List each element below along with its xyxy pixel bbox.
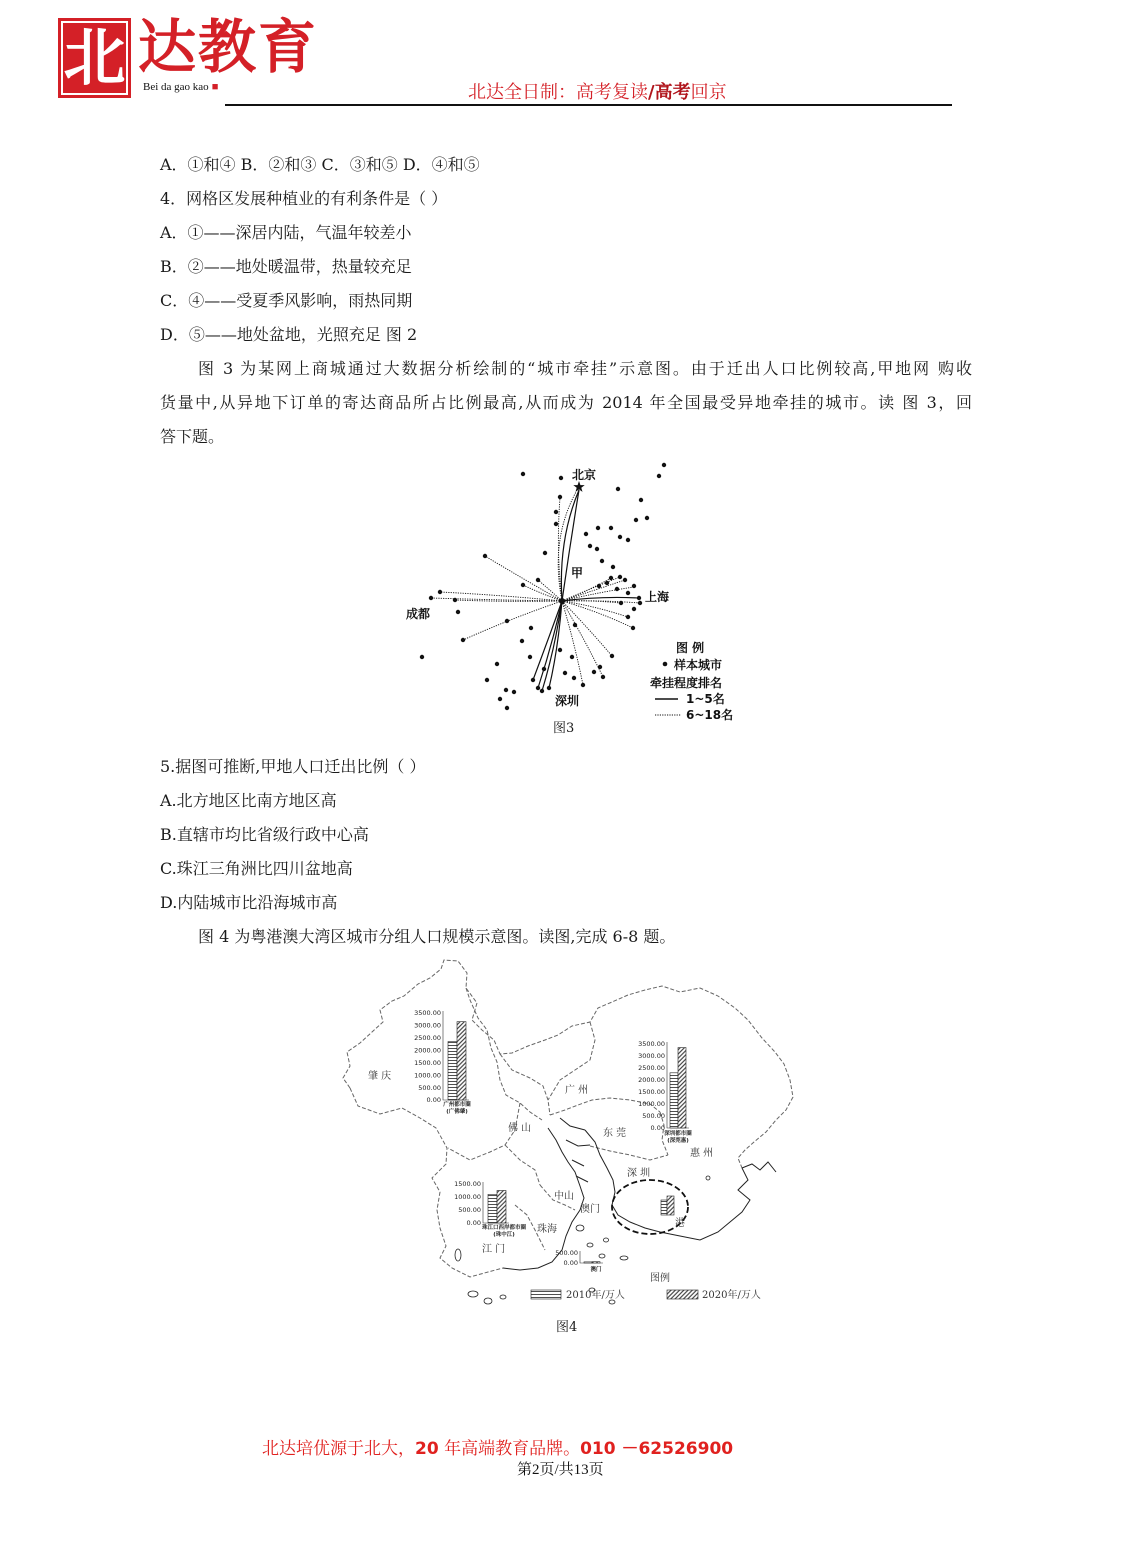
label-shanghai: 上海 — [645, 590, 670, 604]
coastline — [503, 1118, 776, 1270]
logo-square-icon: ■ — [211, 81, 219, 93]
q5-option-c: C.珠江三角洲比四川盆地高 — [160, 859, 353, 878]
tick-label: 3500.00 — [414, 1009, 441, 1018]
concern-line-rank-6-18 — [562, 601, 633, 628]
map-label-dongguan: 东 莞 — [603, 1128, 627, 1139]
legend-2020-label: 2020年/万人 — [702, 1290, 761, 1301]
sample-city-dot — [632, 607, 636, 611]
bar-chart — [555, 1249, 603, 1273]
chart-label: 广州都市圈 — [443, 1102, 471, 1108]
sample-city-dot — [645, 516, 649, 520]
jia-hub-dot — [559, 598, 565, 604]
boundary-zhongshan-jiangmen — [505, 1145, 540, 1185]
sample-city-dot — [615, 587, 619, 591]
bar-2010 — [488, 1194, 497, 1223]
tick-label: 0.00 — [466, 1219, 481, 1228]
q4-option-a: A．①——深居内陆，气温年较差小 — [160, 223, 412, 242]
tick-label: 500.00 — [555, 1249, 578, 1258]
figure-4-bay-area-map — [340, 955, 800, 1315]
footer-slogan — [262, 1438, 733, 1460]
concern-lines — [431, 490, 640, 691]
sample-city-dot — [540, 689, 544, 693]
tick-label: 1500.00 — [414, 1058, 441, 1067]
sample-city-dot — [572, 676, 576, 680]
outer-boundary-north — [343, 960, 793, 1168]
concern-line-rank-1-5 — [562, 490, 579, 601]
concern-line-rank-6-18 — [562, 601, 612, 656]
sample-city-dot — [581, 683, 585, 687]
q5-option-a: A.北方地区比南方地区高 — [160, 791, 337, 810]
tick-label: 1500.00 — [638, 1088, 665, 1097]
chart-label: (珠中江) — [493, 1232, 515, 1238]
legend-title: 图例 — [650, 1273, 670, 1284]
concern-line-rank-1-5 — [562, 597, 639, 601]
island — [455, 1249, 461, 1261]
hong-kong-bars — [661, 1196, 674, 1215]
sample-city-dot — [609, 576, 613, 580]
island — [587, 1243, 593, 1247]
sample-city-dot — [438, 590, 442, 594]
island — [500, 1295, 506, 1299]
sample-city-dot — [596, 526, 600, 530]
tick-label: 3000.00 — [638, 1052, 665, 1061]
sample-city-dot — [536, 578, 540, 582]
figure-3-city-concern-map — [400, 455, 745, 722]
map-label-zhaoqing: 肇 庆 — [368, 1071, 392, 1082]
bar-chart — [414, 1009, 471, 1115]
legend-dot-icon — [663, 662, 668, 667]
label-shenzhen: 深圳 — [555, 694, 580, 708]
q4-option-c: C．④——受夏季风影响，雨热同期 — [160, 291, 413, 310]
sample-city-dot — [498, 697, 502, 701]
island — [484, 1298, 492, 1304]
figure-3-legend — [650, 640, 733, 722]
sample-city-dot — [626, 615, 630, 619]
chart-label: 澳门 — [590, 1267, 602, 1273]
map-label-shenzhen: 深 圳 — [627, 1168, 651, 1179]
sample-city-dot — [461, 638, 465, 642]
legend-title: 图 例 — [676, 641, 705, 655]
sample-city-dot — [631, 626, 635, 630]
chart-label: 深圳都市圈 — [664, 1131, 692, 1137]
east-coast — [742, 1162, 776, 1172]
legend-2020-swatch — [667, 1290, 698, 1299]
sample-city-dot — [588, 544, 592, 548]
sample-city-dot — [662, 463, 666, 467]
sample-city-dot — [453, 598, 457, 602]
sample-city-dot — [504, 688, 508, 692]
island — [576, 1225, 584, 1231]
bar-2020 — [592, 1262, 600, 1263]
label-beijing: 北京 — [572, 468, 597, 482]
sample-city-dot — [570, 655, 574, 659]
bar-2020 — [457, 1022, 466, 1100]
sample-city-dot — [554, 510, 558, 514]
intro4: 图 4 为粤港澳大湾区城市分组人口规模示意图。读图,完成 6-8 题。 — [198, 927, 676, 946]
logo-pinyin-text: Bei da gao kao — [143, 81, 209, 93]
sample-city-dot — [528, 655, 532, 659]
intro3-line-2: 货量中,从异地下订单的寄达商品所占比例最高,从而成为 2014 年全国最受异地牵挂的城市。读 图 3，回 — [160, 393, 972, 412]
tick-label: 3500.00 — [638, 1040, 665, 1049]
sample-city-dot — [610, 654, 614, 658]
sample-city-dot — [420, 655, 424, 659]
tick-label: 1000.00 — [454, 1193, 481, 1202]
figure-4-caption: 图4 — [556, 1320, 578, 1335]
bar-chart — [638, 1040, 692, 1144]
sample-city-dot — [611, 565, 615, 569]
sample-city-dot — [637, 596, 641, 600]
estuary-east-shore — [585, 1130, 750, 1240]
sample-city-dot — [483, 554, 487, 558]
sample-city-dot — [623, 578, 627, 582]
sample-city-dot — [563, 671, 567, 675]
chart-label: (深莞惠) — [667, 1138, 689, 1144]
sample-city-dot — [521, 583, 525, 587]
concern-line-rank-6-18 — [562, 587, 634, 601]
figure-3-caption: 图3 — [553, 721, 575, 736]
sample-city-dot — [512, 690, 516, 694]
map-label-macao: 澳门 — [580, 1204, 600, 1215]
legend-sample-city: 样本城市 — [674, 658, 723, 672]
sample-city-dot — [542, 667, 546, 671]
header-slogan-part-c: 回京 — [690, 82, 727, 103]
tick-label: 1500.00 — [454, 1180, 481, 1189]
sample-city-dot — [536, 686, 540, 690]
tick-label: 500.00 — [458, 1206, 481, 1215]
tick-label: 2000.00 — [414, 1046, 441, 1055]
q5-option-b: B.直辖市均比省级行政中心高 — [160, 825, 369, 844]
logo-mark: 北 — [58, 18, 131, 98]
tick-label: 3000.00 — [414, 1021, 441, 1030]
bar-2020 — [678, 1048, 686, 1128]
tick-label: 0.00 — [426, 1096, 441, 1105]
footer-phone: 010 －62526900 — [580, 1439, 734, 1459]
sample-city-dot — [456, 610, 460, 614]
legend-rank-solid: 1~5名 — [686, 692, 725, 706]
header-slogan-part-b: /高考 — [648, 82, 691, 103]
page-number: 第2页/共13页 — [517, 1462, 604, 1478]
tick-label: 500.00 — [418, 1083, 441, 1092]
tick-label: 0.00 — [650, 1124, 665, 1133]
tick-label: 2000.00 — [638, 1076, 665, 1085]
sample-city-dot — [554, 522, 558, 526]
sample-city-dot — [618, 535, 622, 539]
sample-city-dot — [543, 551, 547, 555]
map-boundaries — [343, 960, 793, 1277]
map-label-guangzhou: 广 州 — [565, 1085, 589, 1096]
sample-city-dot — [609, 526, 613, 530]
sample-city-dot — [601, 675, 605, 679]
concern-line-rank-6-18 — [463, 601, 562, 640]
label-chengdu: 成都 — [406, 607, 431, 621]
sample-city-dot — [521, 472, 525, 476]
map-label-zhongshan: 中山 — [554, 1191, 574, 1202]
bar-2010 — [584, 1262, 592, 1263]
tick-label: 1000.00 — [414, 1071, 441, 1080]
intro3-line-3: 答下题。 — [160, 427, 225, 446]
tick-label: 0.00 — [563, 1259, 578, 1268]
sample-city-dot — [638, 601, 642, 605]
sample-city-dot — [626, 538, 630, 542]
figure-4-legend — [531, 1271, 761, 1301]
sample-city-dot — [505, 619, 509, 623]
footer-slogan-part-a: 北达培优源于北大， — [262, 1439, 415, 1459]
sample-city-dot — [559, 476, 563, 480]
bar-2010 — [670, 1073, 678, 1128]
sample-city-dot — [592, 670, 596, 674]
sample-city-dot — [485, 678, 489, 682]
logo-pinyin — [143, 80, 218, 94]
footer-slogan-part-c: 年高端教育品牌。 — [438, 1439, 581, 1459]
q3-options: A．①和④ B．②和③ C．③和⑤ D．④和⑤ — [160, 155, 480, 174]
header-rule — [225, 104, 952, 106]
sample-city-dot — [639, 498, 643, 502]
sample-city-dot — [520, 639, 524, 643]
legend-2010-swatch — [531, 1290, 561, 1299]
bar-2010 — [448, 1042, 457, 1100]
concern-line-rank-6-18 — [562, 601, 628, 617]
label-jia: 甲 — [571, 566, 584, 580]
sample-city-dot — [531, 678, 535, 682]
boundary-guangzhou-west — [500, 1054, 550, 1115]
sample-city-dot — [616, 487, 620, 491]
map-label-hongkong: 港 — [675, 1218, 685, 1229]
sample-city-dot — [584, 532, 588, 536]
concern-line-rank-1-5 — [538, 601, 562, 688]
map-label-foshan: 佛 山 — [508, 1123, 532, 1134]
sample-city-dot — [495, 662, 499, 666]
sample-city-dot — [619, 601, 623, 605]
concern-line-rank-6-18 — [538, 580, 562, 601]
sample-city-dot — [529, 626, 533, 630]
sample-city-dot — [558, 495, 562, 499]
island — [604, 1238, 609, 1242]
q4-option-d: D．⑤——地处盆地，光照充足 图 2 — [160, 325, 418, 344]
sample-city-dot — [626, 591, 630, 595]
island — [706, 1176, 710, 1180]
island — [599, 1254, 605, 1258]
sample-city-dot — [657, 474, 661, 478]
map-label-huizhou: 惠 州 — [690, 1148, 714, 1159]
q5-stem: 5.据图可推断,甲地人口迁出比例（ ） — [160, 757, 426, 776]
hong-kong-bar-2010 — [661, 1200, 667, 1215]
footer-slogan-part-b: 20 — [415, 1439, 439, 1459]
sample-city-dot — [547, 686, 551, 690]
tick-label: 1000.00 — [638, 1100, 665, 1109]
sample-city-dot — [618, 575, 622, 579]
concern-line-rank-6-18 — [523, 585, 562, 601]
hong-kong-bar-2020 — [667, 1196, 674, 1215]
sample-city-dot — [598, 665, 602, 669]
tick-label: 500.00 — [642, 1112, 665, 1121]
sample-city-dot — [573, 623, 577, 627]
map-label-jiangmen: 江 门 — [482, 1244, 506, 1255]
bar-2020 — [497, 1191, 506, 1224]
q4-option-b: B．②——地处暖温带，热量较充足 — [160, 257, 412, 276]
header-slogan — [468, 82, 727, 104]
sample-city-dot — [632, 584, 636, 588]
island — [620, 1256, 628, 1260]
legend-rank-title: 牵挂程度排名 — [650, 676, 723, 690]
sample-city-dot — [595, 547, 599, 551]
tick-label: 2500.00 — [638, 1064, 665, 1073]
sample-city-dot — [558, 648, 562, 652]
concern-line-rank-6-18 — [485, 556, 562, 601]
q5-option-d: D.内陆城市比沿海城市高 — [160, 893, 338, 912]
sample-city-dot — [605, 581, 609, 585]
bar-chart — [454, 1180, 526, 1238]
sample-city-dot — [597, 584, 601, 588]
sample-city-dot — [634, 518, 638, 522]
sample-city-dot — [429, 596, 433, 600]
intro3-line-1: 图 3 为某网上商城通过大数据分析绘制的“城市牵挂”示意图。由于迁出人口比例较高,甲地网 购收 — [198, 359, 972, 378]
island — [468, 1291, 478, 1297]
tick-label: 2500.00 — [414, 1034, 441, 1043]
q4-stem: 4．网格区发展种植业的有利条件是（ ） — [160, 189, 448, 208]
chart-label: (广佛肇) — [446, 1109, 468, 1115]
sample-city-dot — [505, 706, 509, 710]
legend-2010-label: 2010年/万人 — [566, 1290, 625, 1301]
header-slogan-part-a: 北达全日制：高考复读 — [468, 82, 648, 103]
chart-label: 珠江口西岸都市圈 — [481, 1225, 527, 1231]
sample-city-dot — [600, 559, 604, 563]
map-label-zhuhai: 珠海 — [537, 1224, 557, 1235]
logo-name: 达教育 — [138, 13, 319, 81]
legend-rank-dotted: 6~18名 — [686, 708, 734, 722]
